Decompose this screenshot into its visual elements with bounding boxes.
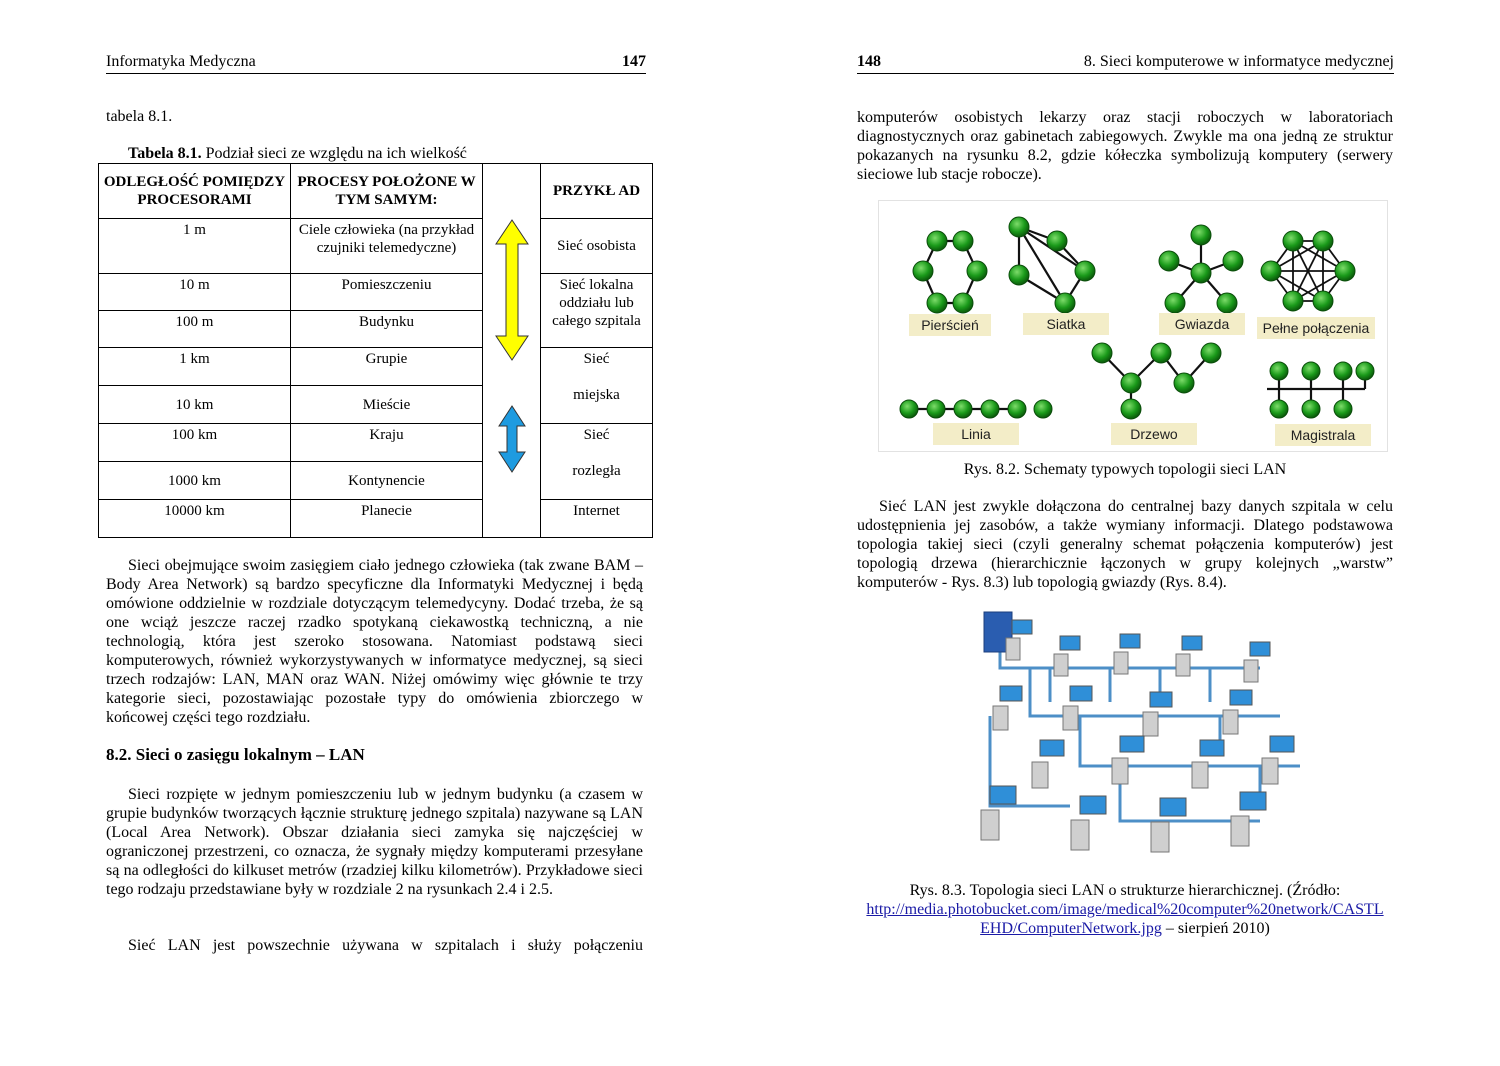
topology-label-tree: Drzewo [1130,426,1178,442]
location-cell: Pomieszczeniu [291,274,483,311]
hierarchical-network-illustration [960,606,1312,872]
location-cell: Budynku [291,311,483,348]
topology-label-line: Linia [961,426,991,442]
topology-figure [878,200,1388,452]
example-line: miejska [573,387,620,403]
distance-cell: 1000 km [99,462,291,500]
body-paragraph: Sieć LAN jest zwykle dołączona do centralnej bazy danych szpitala w celu udostępnienia jej zasobów, a także wymiany informacji. Dlatego podstawowa topologia takiej sieci (czyli generalny schemat połączenia komputerów) jest topologią drzewa (hierarchicznie łączonych w grupy kolejnych „warstw” komputerów - Rys. 8.3) lub topologią gwiazdy (Rys. 8.4). [857,498,1393,591]
distance-cell: 10 km [99,386,291,424]
intro-text: tabela 8.1. [106,108,173,125]
page-header [857,53,1394,74]
distance-cell: 100 km [99,424,291,462]
topology-label-mesh: Siatka [1046,316,1086,332]
distance-cell: 1 km [99,348,291,386]
location-cell: Grupie [291,348,483,386]
body-paragraph: Sieci rozpięte w jednym pomieszczeniu lub w jednym budynku (a czasem w grupie budynków tworzących łącznie strukturę jednego szpitala) nazywane są LAN (Local Area Network). Obszar działania sieci zamyka się najczęściej w ograniczonej przestrzeni, co oznacza, że sygnały między komputerami przesyłane są na odległości do kilkuset metrów (rzadziej kilku kilometrów). Przykładowe sieci tego rodzaju przedstawiane były w rozdziale 2 na rysunkach 2.4 i 2.5. [106,786,643,898]
figure-caption-tail: – sierpień 2010) [1161,920,1270,937]
topology-label-star: Gwiazda [1174,316,1230,332]
table-caption [128,144,467,163]
body-paragraph: komputerów osobistych lekarzy oraz stacji roboczych w laboratoriach diagnostycznych oraz gabinetach zabiegowych. Zwykle ma ona jedną ze struktur pokazanych na rysunku 8.2, gdzie kółeczka symbolizują komputery (serwery sieciowe lub stacje robocze). [857,109,1393,183]
example-cell: Sieć lokalna oddziału lub całego szpitala [541,274,653,348]
table-caption-label: Tabela 8.1. [128,145,202,162]
location-cell: Kraju [291,424,483,462]
right-page [750,0,1500,1066]
page-number: 148 [857,53,881,70]
location-cell: Kontynencie [291,462,483,500]
page-number: 147 [622,53,646,70]
header-title: 8. Sieci komputerowe w informatyce medycznej [1083,53,1394,70]
arrow-column [483,164,541,538]
body-paragraph: Sieć LAN jest powszechnie używana w szpitalach i służy połączeniu [128,937,643,954]
table-row [99,348,653,386]
source-link[interactable]: http://media.photobucket.com/image/medical%20computer%20network/CASTL [866,901,1384,918]
table-header-cell: ODLEGŁOŚĆ POMIĘDZY PROCESORAMI [99,164,291,219]
table-header-row [99,164,653,219]
network-size-table [98,163,653,538]
table-row [99,219,653,274]
network-photo [960,606,1312,872]
location-cell: Planecie [291,500,483,538]
location-cell: Ciele człowieka (na przykład czujniki telemedyczne) [291,219,483,274]
table-row [99,500,653,538]
example-line: rozległa [572,463,621,479]
topology-label-full: Pełne połączenia [1262,320,1370,336]
table-row [99,274,653,311]
location-cell: Mieście [291,386,483,424]
table-header-cell: PROCESY POŁOŻONE W TYM SAMYM: [291,164,483,219]
example-cell: Internet [541,500,653,538]
table-row [99,424,653,462]
source-link[interactable]: EHD/ComputerNetwork.jpg [980,920,1162,937]
example-cell: Sieć osobista [541,219,653,274]
table-header-cell: PRZYKŁ AD [541,164,653,219]
example-line: Sieć [583,427,610,443]
example-cell [541,348,653,424]
figure-caption-line: Rys. 8.3. Topologia sieci LAN o strukturze hierarchicznej. (Źródło: [909,882,1341,899]
header-title: Informatyka Medyczna [106,53,256,70]
full-mesh-links [1271,241,1345,301]
figure-caption: Rys. 8.2. Schematy typowych topologii sieci LAN [963,461,1287,478]
distance-cell: 10 m [99,274,291,311]
section-heading: 8.2. Sieci o zasięgu lokalnym – LAN [106,745,365,764]
distance-cell: 10000 km [99,500,291,538]
topology-label-bus: Magistrala [1290,427,1356,443]
topology-label-ring: Pierścień [921,317,979,333]
distance-cell: 100 m [99,311,291,348]
example-cell [541,424,653,500]
yellow-double-arrow [496,220,528,360]
topology-diagram [879,201,1387,451]
blue-double-arrow [499,406,525,472]
scale-arrows [483,164,541,482]
example-line: Sieć [583,351,610,367]
workstations [981,620,1294,852]
table-caption-text: Podział sieci ze względu na ich wielkość [201,145,467,162]
page-header [106,53,646,74]
body-paragraph: Sieci obejmujące swoim zasięgiem ciało jednego człowieka (tak zwane BAM – Body Area Network) są bardzo specyficzne dla Informatyki Medycznej i będą omówione oddzielnie w rozdziale dotyczącym telemedycyny. Dodać trzeba, że są one wciąż jeszcze raczej rzadko spotykaną ciekawostką techniczną, a nie technologią, która jest szeroko stosowana. Natomiast podstawą sieci komputerowych, również wykorzystywanych w informatyce medycznej, są sieci trzech rodzajów: LAN, MAN oraz WAN. Niżej omówimy więc głównie te trzy kategorie sieci, pozostawiając pozostałe typy do omówienia zbiorczego w końcowej części tego rozdziału. [106,557,643,726]
distance-cell: 1 m [99,219,291,274]
figure-caption [857,881,1393,938]
